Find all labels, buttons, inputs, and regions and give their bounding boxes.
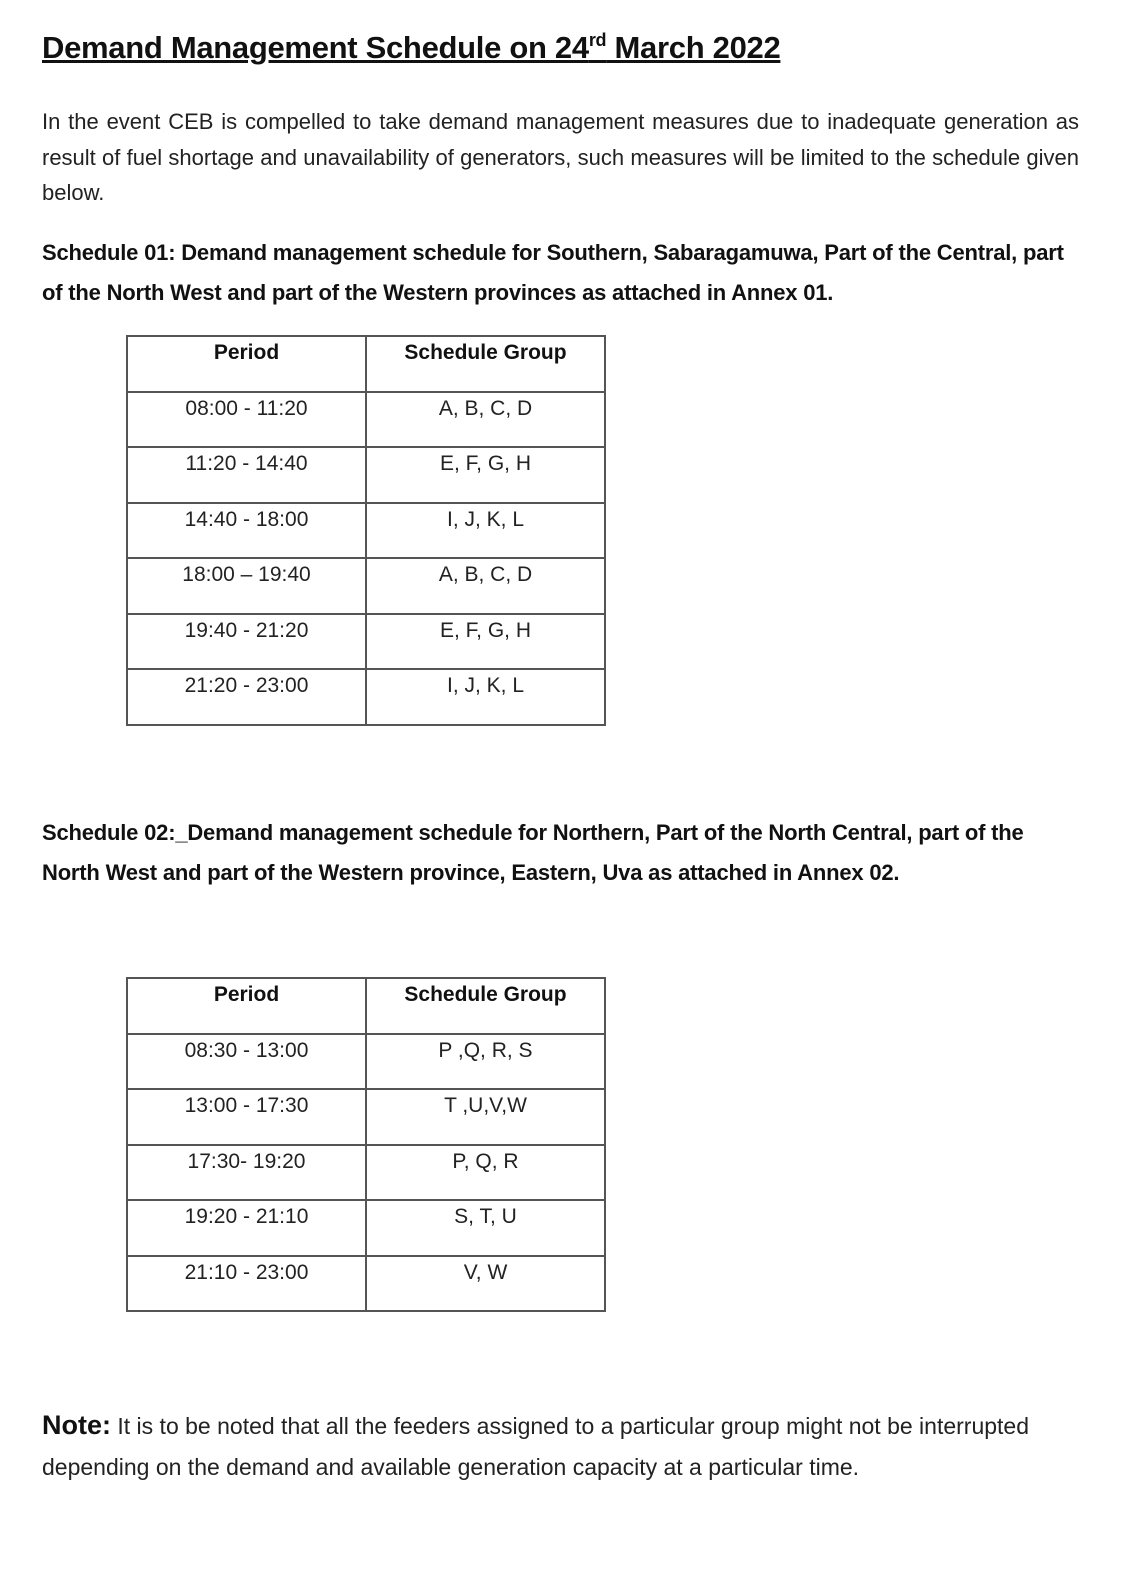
group-cell: I, J, K, L: [366, 503, 605, 559]
period-cell: 17:30- 19:20: [127, 1145, 366, 1201]
group-cell: I, J, K, L: [366, 669, 605, 725]
period-cell: 13:00 - 17:30: [127, 1089, 366, 1145]
note-text: It is to be noted that all the feeders assigned to a particular group might not be interrupted depending on the demand and available generation capacity at a particular time.: [42, 1413, 1030, 1480]
title-ordinal: rd: [588, 30, 607, 50]
period-cell: 08:00 - 11:20: [127, 392, 366, 448]
intro-paragraph: In the event CEB is compelled to take demand management measures due to inadequate generation as result of fuel shortage and unavailability of generators, such measures will be limited to the schedule given below.: [42, 109, 1079, 205]
group-cell: A, B, C, D: [366, 558, 605, 614]
group-cell: P ,Q, R, S: [366, 1034, 605, 1090]
title-text: Demand Management Schedule on 24: [42, 30, 589, 65]
group-cell: A, B, C, D: [366, 392, 605, 448]
period-cell: 08:30 - 13:00: [127, 1034, 366, 1090]
column-header-period: Period: [127, 336, 366, 392]
note-paragraph: [42, 1405, 1042, 1488]
table-row: [127, 1200, 605, 1256]
group-cell: E, F, G, H: [366, 614, 605, 670]
table-row: [127, 669, 605, 725]
period-cell: 11:20 - 14:40: [127, 447, 366, 503]
note-label: Note:: [42, 1410, 111, 1440]
table-row: [127, 1089, 605, 1145]
table-row: [127, 392, 605, 448]
column-header-period: Period: [127, 978, 366, 1034]
column-header-group: Schedule Group: [366, 978, 605, 1034]
schedule-01-table: [126, 335, 606, 726]
table-row: [127, 558, 605, 614]
table-header-row: [127, 336, 605, 392]
title-date: March 2022: [606, 30, 781, 65]
schedule-02-heading: Schedule 02:_Demand management schedule for Northern, Part of the North Central, part of the North West and part of the Western province, Eastern, Uva as attached in Annex 02.: [42, 820, 1024, 885]
group-cell: E, F, G, H: [366, 447, 605, 503]
page-title: [42, 30, 780, 66]
table-row: [127, 1256, 605, 1312]
group-cell: T ,U,V,W: [366, 1089, 605, 1145]
table-row: [127, 1145, 605, 1201]
period-cell: 19:20 - 21:10: [127, 1200, 366, 1256]
table-row: [127, 1034, 605, 1090]
group-cell: S, T, U: [366, 1200, 605, 1256]
table-row: [127, 614, 605, 670]
period-cell: 21:10 - 23:00: [127, 1256, 366, 1312]
group-cell: P, Q, R: [366, 1145, 605, 1201]
period-cell: 14:40 - 18:00: [127, 503, 366, 559]
table-header-row: [127, 978, 605, 1034]
table-row: [127, 503, 605, 559]
period-cell: 21:20 - 23:00: [127, 669, 366, 725]
period-cell: 18:00 – 19:40: [127, 558, 366, 614]
period-cell: 19:40 - 21:20: [127, 614, 366, 670]
column-header-group: Schedule Group: [366, 336, 605, 392]
schedule-01-heading: Schedule 01: Demand management schedule for Southern, Sabaragamuwa, Part of the Central, part of the North West and part of the Western provinces as attached in Annex 01.: [42, 240, 1064, 305]
group-cell: V, W: [366, 1256, 605, 1312]
schedule-02-table: [126, 977, 606, 1312]
table-row: [127, 447, 605, 503]
